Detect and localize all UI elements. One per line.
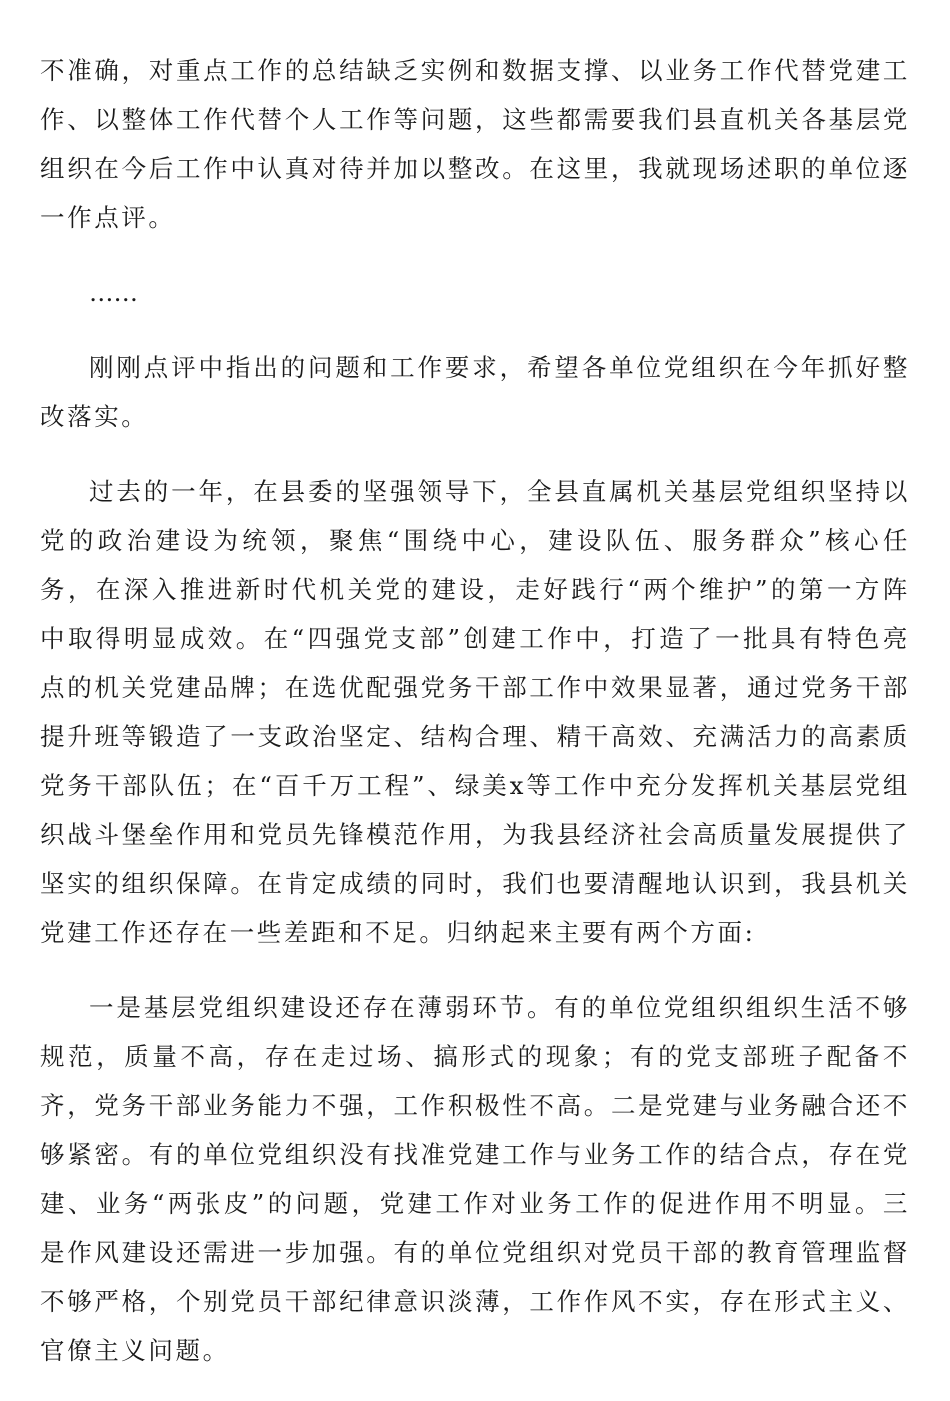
paragraph: 一是基层党组织建设还存在薄弱环节。有的单位党组织组织生活不够规范，质量不高，存在走过场、搞形式的现象；有的党支部班子配备不齐，党务干部业务能力不强，工作积极性不高。二是党建与业务融合还不够紧密。有的单位党组织没有找准党建工作与业务工作的结合点，存在党建、业务“两张皮”的问题，党建工作对业务工作的促进作用不明显。三是作风建设还需进一步加强。有的单位党组织对党员干部的教育管理监督不够严格，个别党员干部纪律意识淡薄，工作作风不实，存在形式主义、官僚主义问题。: [40, 993, 910, 1365]
paragraph: 刚刚点评中指出的问题和工作要求，希望各单位党组织在今年抓好整改落实。: [40, 353, 910, 431]
document-body: [40, 46, 910, 1401]
paragraph-ellipsis: ……: [89, 278, 138, 307]
paragraph: 过去的一年，在县委的坚强领导下，全县直属机关基层党组织坚持以党的政治建设为统领，聚焦“围绕中心，建设队伍、服务群众”核心任务，在深入推进新时代机关党的建设，走好践行“两个维护”的第一方阵中取得明显成效。在“四强党支部”创建工作中，打造了一批具有特色亮点的机关党建品牌；在选优配强党务干部工作中效果显著，通过党务干部提升班等锻造了一支政治坚定、结构合理、精干高效、充满活力的高素质党务干部队伍；在“百千万工程”、绿美x等工作中充分发挥机关基层党组织战斗堡垒作用和党员先锋模范作用，为我县经济社会高质量发展提供了坚实的组织保障。在肯定成绩的同时，我们也要清醒地认识到，我县机关党建工作还存在一些差距和不足。归纳起来主要有两个方面:: [40, 477, 910, 947]
paragraph-continued: 不准确，对重点工作的总结缺乏实例和数据支撑、以业务工作代替党建工作、以整体工作代替个人工作等问题，这些都需要我们县直机关各基层党组织在今后工作中认真对待并加以整改。在这里，我就现场述职的单位逐一作点评。: [40, 56, 910, 232]
